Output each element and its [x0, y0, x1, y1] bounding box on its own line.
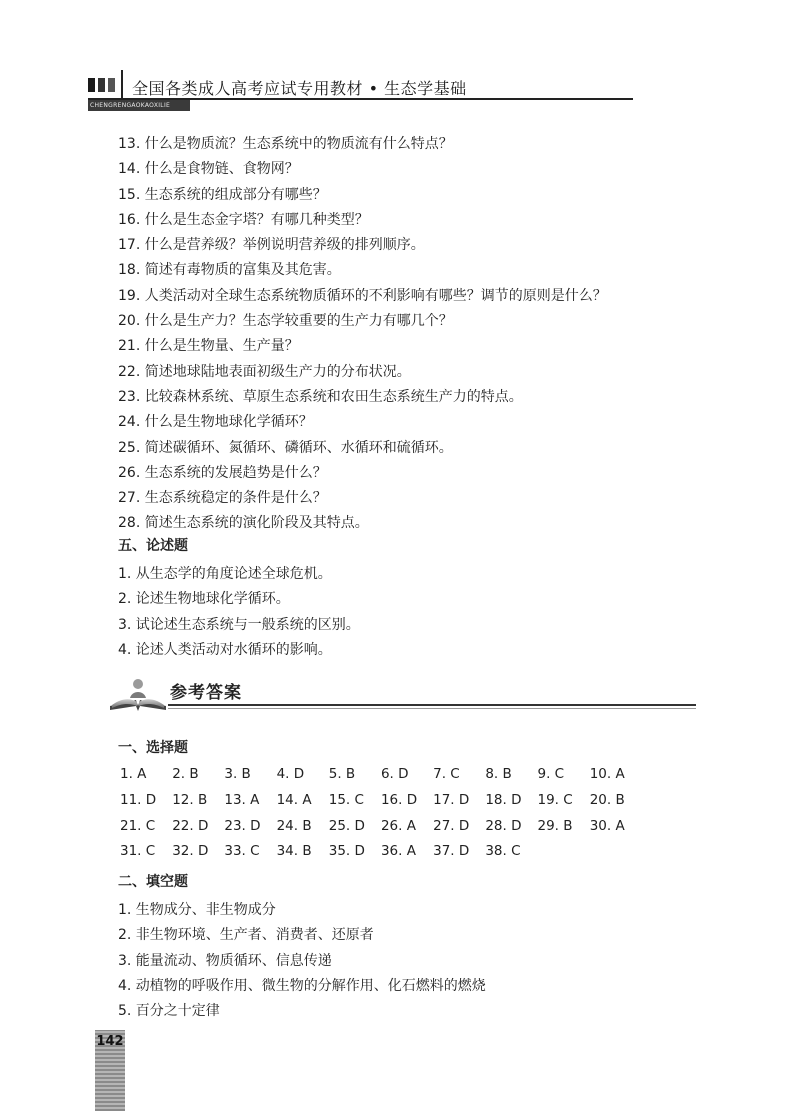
banner-rule-thin	[168, 708, 696, 709]
header-divider	[121, 70, 123, 100]
essay-section-title: 五、论述题	[118, 538, 188, 554]
choice-answer: 9. C	[537, 766, 565, 782]
choice-answer: 11. D	[120, 791, 157, 808]
choice-answer: 34. B	[276, 843, 312, 860]
question-item: 14. 什么是食物链、食物网？	[118, 161, 299, 178]
choice-answer: 26. A	[380, 817, 416, 834]
choice-answer: 12. B	[172, 791, 208, 808]
fill-answer-item: 2. 非生物环境、生产者、消费者、还原者	[118, 927, 374, 944]
choice-answer: 16. D	[380, 791, 418, 808]
choice-answer: 21. C	[120, 817, 156, 834]
choice-answer: 29. B	[537, 817, 573, 834]
question-item: 16. 什么是生态金字塔？有哪几种类型？	[118, 211, 369, 228]
question-item: 22. 简述地球陆地表面初级生产力的分布状况。	[118, 363, 411, 380]
choice-answer: 33. C	[224, 843, 260, 860]
question-item: 15. 生态系统的组成部分有哪些？	[118, 186, 327, 203]
question-item: 23. 比较森林系统、草原生态系统和农田生态系统生产力的特点。	[118, 388, 523, 405]
fill-answers-list	[118, 898, 486, 1024]
choice-answer: 14. A	[276, 791, 312, 808]
question-item: 21. 什么是生物量、生产量？	[118, 338, 299, 355]
choice-answer: 38. C	[485, 843, 521, 860]
choice-answer: 5. B	[328, 766, 356, 782]
answers-banner-title: 参考答案	[170, 683, 242, 703]
choice-answer: 28. D	[485, 817, 522, 834]
page-number: 142	[96, 1034, 124, 1049]
choice-answer: 36. A	[380, 843, 416, 860]
header-title: 全国各类成人高考应试专用教材 • 生态学基础	[132, 79, 467, 98]
choice-answer: 3. B	[224, 766, 251, 782]
question-item: 25. 简述碳循环、氮循环、磷循环、水循环和硫循环。	[118, 439, 453, 456]
choice-answer: 32. D	[172, 843, 209, 860]
choice-answer: 25. D	[328, 817, 365, 834]
book-icon	[108, 676, 168, 712]
question-item: 28. 简述生态系统的演化阶段及其特点。	[118, 515, 369, 532]
banner-rule	[168, 704, 696, 706]
header-decoration	[88, 78, 115, 92]
choice-answer: 4. D	[276, 766, 305, 782]
question-item: 13. 什么是物质流？生态系统中的物质流有什么特点？	[118, 136, 453, 152]
fill-answer-item: 4. 动植物的呼吸作用、微生物的分解作用、化石燃料的燃烧	[118, 977, 486, 994]
header-subtitle: CHENGRENGAOKAOXILIE	[88, 100, 190, 111]
choice-answers-grid	[120, 762, 640, 865]
question-list	[118, 132, 607, 537]
choice-answer: 22. D	[172, 817, 209, 834]
fill-answer-item: 1. 生物成分、非生物成分	[118, 902, 276, 918]
choice-answer: 24. B	[276, 817, 312, 834]
choice-answer: 6. D	[380, 766, 409, 782]
essay-item: 3. 试论述生态系统与一般系统的区别。	[118, 616, 360, 633]
choice-answer: 35. D	[328, 843, 365, 860]
choice-answer: 15. C	[328, 791, 364, 808]
fill-answer-item: 3. 能量流动、物质循环、信息传递	[118, 952, 332, 969]
essay-list	[118, 562, 360, 663]
choice-answer: 23. D	[224, 817, 261, 834]
question-item: 24. 什么是生物地球化学循环？	[118, 414, 313, 431]
choice-answer: 8. B	[485, 766, 512, 782]
choice-answer: 31. C	[120, 843, 156, 860]
choice-answer: 1. A	[120, 766, 147, 782]
essay-item: 4. 论述人类活动对水循环的影响。	[118, 641, 332, 658]
essay-item: 2. 论述生物地球化学循环。	[118, 591, 290, 608]
choice-answer: 10. A	[589, 766, 625, 782]
choice-answer: 30. A	[589, 817, 625, 834]
choice-answer: 17. D	[433, 791, 470, 808]
question-item: 26. 生态系统的发展趋势是什么？	[118, 464, 327, 481]
choice-answer: 13. A	[224, 791, 260, 808]
choice-section-title: 一、选择题	[118, 740, 188, 756]
choice-answer: 20. B	[589, 791, 625, 808]
question-item: 18. 简述有毒物质的富集及其危害。	[118, 262, 341, 279]
choice-answer: 18. D	[485, 791, 522, 808]
question-item: 17. 什么是营养级？举例说明营养级的排列顺序。	[118, 237, 425, 254]
question-item: 19. 人类活动对全球生态系统物质循环的不利影响有哪些？调节的原则是什么？	[118, 287, 607, 304]
choice-answer: 37. D	[433, 843, 470, 860]
choice-answer: 2. B	[172, 766, 199, 782]
essay-item: 1. 从生态学的角度论述全球危机。	[118, 566, 332, 582]
fill-answer-item: 5. 百分之十定律	[118, 1003, 220, 1020]
choice-answer: 7. C	[433, 766, 460, 782]
choice-answer: 27. D	[433, 817, 470, 834]
question-item: 20. 什么是生产力？生态学较重要的生产力有哪几个？	[118, 313, 453, 330]
question-item: 27. 生态系统稳定的条件是什么？	[118, 490, 327, 507]
fill-section-title: 二、填空题	[118, 874, 188, 890]
choice-answer: 19. C	[537, 791, 573, 808]
